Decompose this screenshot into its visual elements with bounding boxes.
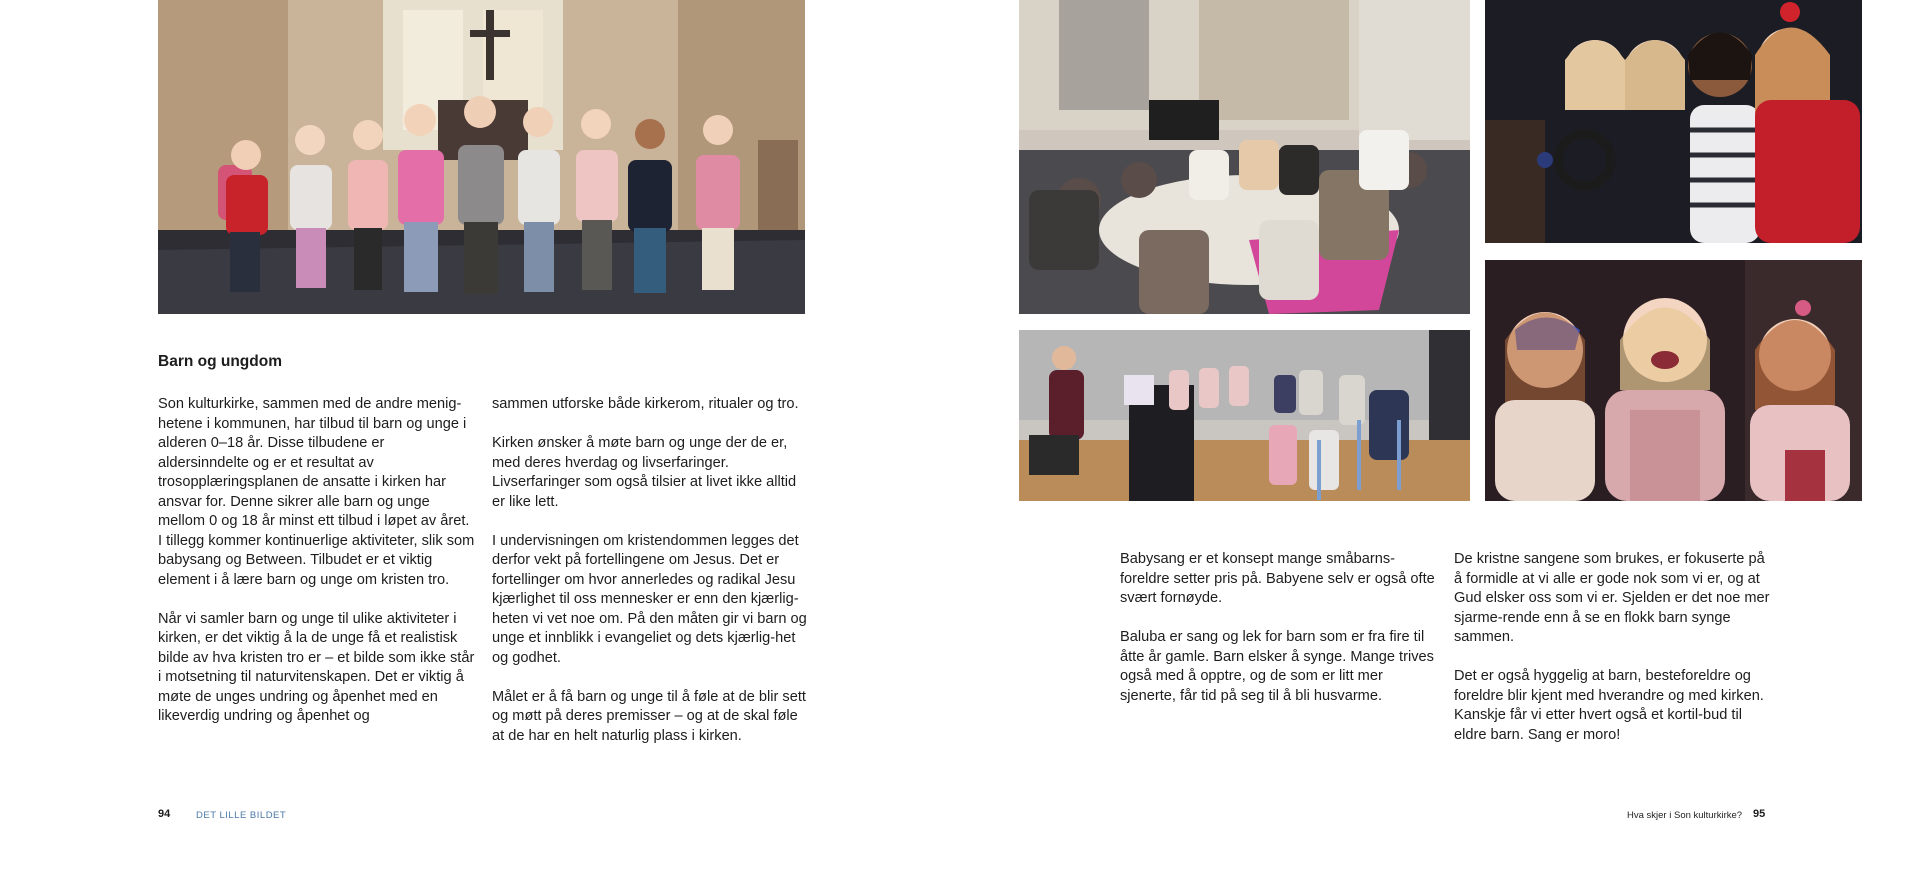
photo-children-chapel (158, 0, 805, 314)
paragraph: Det er også hyggelig at barn, besteforeldre og foreldre blir kjent med hverandre og med kirken. Kanskje får vi etter hvert også et kortil-bud til eldre barn. Sang er moro! (1454, 668, 1764, 743)
right-column-2 (1454, 550, 1772, 765)
paragraph: Kirken ønsker å møte barn og unge der de er, med deres hverdag og livserfaringer. Livserfaringer som også tilsier at livet ikke alltid er like lett. (492, 435, 797, 510)
photo-children-tambourine (1485, 0, 1862, 243)
photo-babysang-group (1019, 0, 1470, 314)
paragraph: sammen utforske både kirkerom, ritualer og tro. (492, 396, 799, 412)
left-column-1 (158, 395, 476, 746)
paragraph: Babysang er et konsept mange småbarns-foreldre setter pris på. Babyene selv er også ofte svært fornøyde. (1120, 551, 1435, 606)
photo-piano-session (1019, 330, 1470, 501)
section-heading: Barn og ungdom (158, 353, 282, 370)
left-column-2 (492, 395, 810, 766)
paragraph: De kristne sangene som brukes, er fokuserte på å formidle at vi alle er gode nok som vi er, og at Gud elsker oss som vi er. Sjelden er det noe mer sjarme-rende enn å se en flokk barn synge sammen. (1454, 551, 1770, 645)
running-title-right: Hva skjer i Son kulturkirke? (1627, 810, 1743, 821)
paragraph: Son kulturkirke, sammen med de andre menig-hetene i kommunen, har tilbud til barn og unge i alderen 0–18 år. Disse tilbudene er aldersinndelte og er et resultat av trosopplæringsplanen de ansatte i kirken har ansvar for. Denne sikrer alle barn og unge mellom 0 og 18 år minst ett tilbud i løpet av året. I tillegg kommer kontinuerlige aktiviteter, slik som babysang og Between. Tilbudet er et viktig element i å lære barn og unge om kristen tro. (158, 396, 475, 588)
page-number-left: 94 (158, 808, 171, 820)
right-column-1 (1120, 550, 1438, 726)
paragraph: Målet er å få barn og unge til å føle at de blir sett og møtt på deres premisser – og at de skal føle at de har en helt naturlig plass i kirken. (492, 688, 806, 744)
page-number-right: 95 (1753, 808, 1766, 820)
running-title-left: DET LILLE BILDET (196, 810, 287, 821)
paragraph: I undervisningen om kristendommen legges det derfor vekt på fortellingene om Jesus. Det er fortellinger om hvor annerledes og radikal Jesu kjærlighet til oss mennesker er enn den kjærlig-heten vi vet noe om. På den måten gir vi barn og unge et innblikk i evangeliet og dets kjærlig-het og godhet. (492, 532, 807, 666)
paragraph: Baluba er sang og lek for barn som er fra fire til åtte år gamle. Barn elsker å synge. Mange trives også med å opptre, og de som er litt mer sjenerte, får tid på seg til å bli husvarme. (1120, 629, 1434, 704)
paragraph: Når vi samler barn og unge til ulike aktiviteter i kirken, er det viktig å la de unge få et realistisk bilde av hva kristen tro er – et bilde som ikke står i motsetning til naturvitenskapen. Det er viktig å møte de unges undring og åpenhet med en likeverdig undring og åpenhet og (158, 610, 475, 724)
photo-children-singing (1485, 260, 1862, 501)
